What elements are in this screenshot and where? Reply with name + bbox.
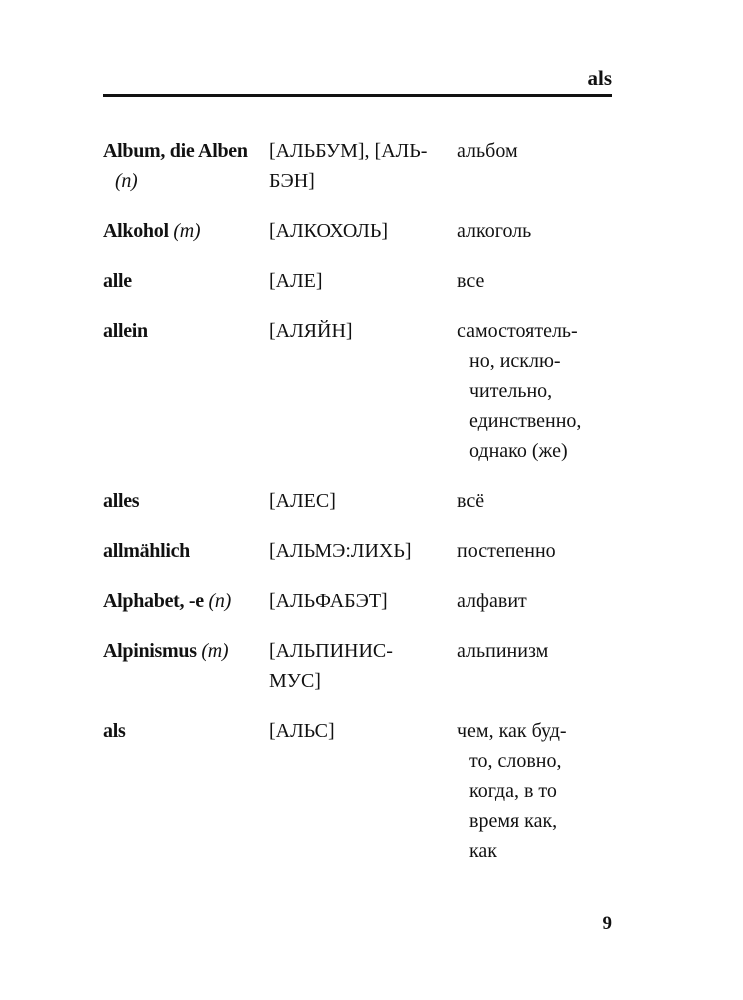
meaning-line: алкоголь [457, 220, 532, 242]
dictionary-entry [103, 266, 623, 296]
dictionary-entry [103, 486, 623, 516]
meaning-line: как [469, 840, 498, 862]
meaning-line: когда, в то [469, 780, 557, 802]
meaning-line: альбом [457, 140, 518, 162]
headword-cell [103, 716, 269, 866]
transcription-cell [269, 266, 457, 296]
transcription-line: [АЛЬС] [269, 720, 335, 742]
dictionary-entry [103, 636, 623, 696]
grammar-note: (m) [173, 220, 201, 242]
grammar-note: (n) [208, 590, 231, 612]
transcription-line: [АЛЬБУМ], [АЛЬ- [269, 140, 428, 162]
transcription-line: [АЛЬМЭ:ЛИХЬ] [269, 540, 412, 562]
grammar-note: (n) [115, 170, 138, 192]
transcription-cell [269, 486, 457, 516]
transcription-cell [269, 716, 457, 866]
meaning-cell [457, 486, 623, 516]
meaning-line: однако (же) [469, 440, 568, 462]
transcription-cell [269, 636, 457, 696]
headword: Alkohol [103, 220, 169, 242]
transcription-line: [АЛЯЙН] [269, 320, 353, 342]
headword: alle [103, 270, 132, 292]
meaning-cell [457, 316, 623, 466]
transcription-cell [269, 216, 457, 246]
headword: Album, die Alben [103, 140, 248, 162]
meaning-cell [457, 216, 623, 246]
transcription-line: МУС] [269, 670, 321, 692]
dictionary-entry [103, 716, 623, 866]
transcription-cell [269, 536, 457, 566]
headword-cell [103, 586, 269, 616]
headword-cell [103, 266, 269, 296]
header-rule [103, 94, 612, 97]
dictionary-entry [103, 136, 623, 196]
meaning-line: чем, как буд- [457, 720, 567, 742]
meaning-cell [457, 636, 623, 696]
transcription-line: [АЛЕ] [269, 270, 323, 292]
transcription-line: [АЛЕС] [269, 490, 336, 512]
dictionary-entry [103, 216, 623, 246]
transcription-line: БЭН] [269, 170, 315, 192]
meaning-cell [457, 266, 623, 296]
meaning-line: алфавит [457, 590, 527, 612]
transcription-cell [269, 586, 457, 616]
headword: Alpinismus [103, 640, 197, 662]
dictionary-entries [103, 136, 623, 886]
meaning-line: постепенно [457, 540, 556, 562]
headword-cell [103, 316, 269, 466]
meaning-line: альпинизм [457, 640, 549, 662]
meaning-line: все [457, 270, 485, 292]
headword: Alphabet, -e [103, 590, 204, 612]
running-head: als [587, 66, 612, 90]
meaning-cell [457, 586, 623, 616]
transcription-cell [269, 316, 457, 466]
headword-cell [103, 636, 269, 696]
meaning-line: то, словно, [469, 750, 562, 772]
headword-cell [103, 536, 269, 566]
meaning-cell [457, 536, 623, 566]
meaning-cell [457, 716, 623, 866]
page-number: 9 [602, 913, 612, 934]
transcription-line: [АЛЬПИНИС- [269, 640, 393, 662]
headword-cell [103, 216, 269, 246]
dictionary-entry [103, 536, 623, 566]
meaning-line: единственно, [469, 410, 582, 432]
headword: alles [103, 490, 140, 512]
dictionary-entry [103, 316, 623, 466]
meaning-line: время как, [469, 810, 558, 832]
headword-cell [103, 486, 269, 516]
meaning-line: чительно, [469, 380, 553, 402]
transcription-line: [АЛЬФАБЭТ] [269, 590, 388, 612]
transcription-cell [269, 136, 457, 196]
headword: allein [103, 320, 148, 342]
transcription-line: [АЛКОХОЛЬ] [269, 220, 388, 242]
grammar-note: (m) [201, 640, 229, 662]
headword-cell [103, 136, 269, 196]
meaning-line: но, исклю- [469, 350, 561, 372]
meaning-cell [457, 136, 623, 196]
meaning-line: всё [457, 490, 485, 512]
meaning-line: самостоятель- [457, 320, 578, 342]
headword: als [103, 720, 126, 742]
dictionary-entry [103, 586, 623, 616]
headword: allmählich [103, 540, 191, 562]
